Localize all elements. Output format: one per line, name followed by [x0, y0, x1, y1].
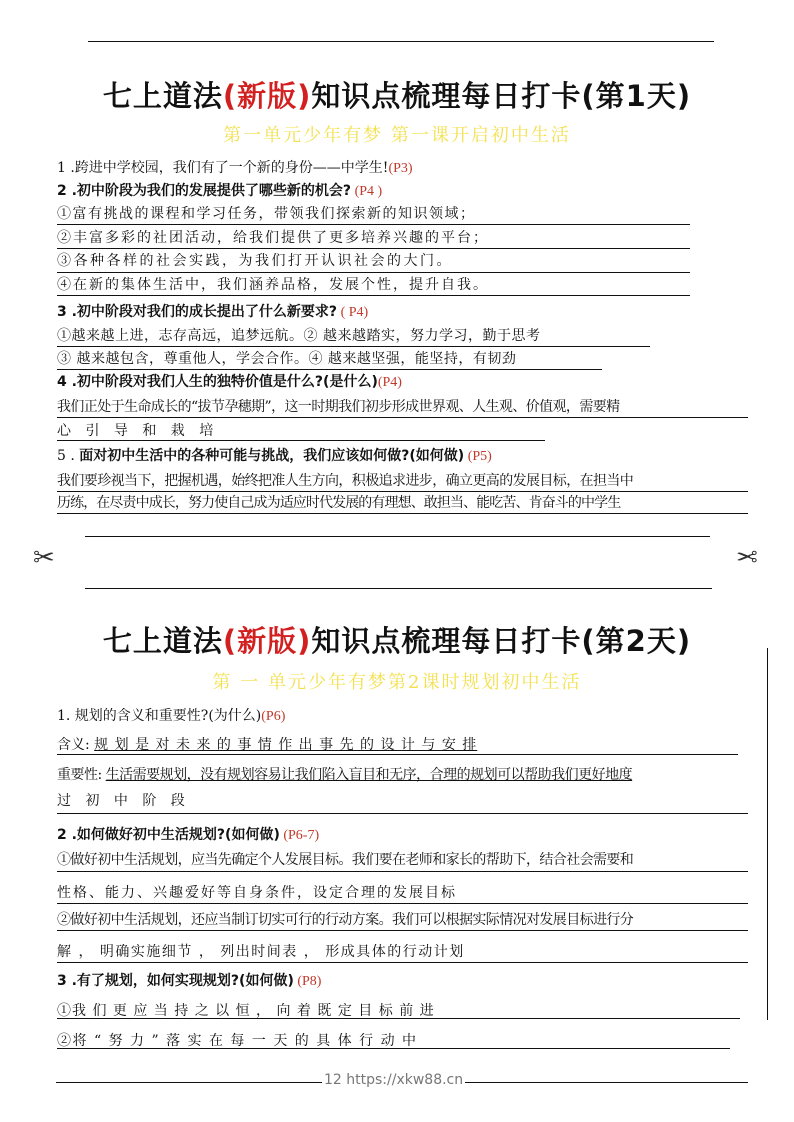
question-3 — [57, 972, 321, 991]
importance-text: 生活需要规划，没有规划容易让我们陷入盲目和无序，合理的规划可以帮助我们更好地度 — [105, 767, 633, 783]
underline — [57, 962, 748, 963]
subtitle-day1: 第一单元少年有梦 第一课开启初中生活 — [223, 125, 571, 146]
answer-line: ③ 越来越包含，尊重他人，学会合作。④ 越来越坚强，能坚持，有韧劲 — [57, 351, 517, 367]
underline — [57, 871, 748, 872]
question-1 — [57, 707, 285, 726]
underline — [57, 248, 690, 249]
answer-line: 性格、能力、兴趣爱好等自身条件，设定合理的发展目标 — [57, 885, 457, 901]
right-border — [767, 648, 768, 1020]
page-title-day2 — [0, 619, 794, 660]
question-text: 1. 规划的含义和重要性?(为什么) — [57, 708, 262, 724]
underline — [57, 417, 748, 418]
scissors-right-icon: ✂ — [736, 543, 758, 573]
subtitle-day2: 第 一 单元少年有梦第2课时规划初中生活 — [212, 672, 582, 693]
meaning-line — [57, 736, 477, 754]
question-2 — [57, 182, 382, 201]
importance-label: 重要性: — [57, 767, 106, 783]
question-number: 5 . — [57, 448, 80, 464]
page-ref: (P6) — [261, 709, 286, 724]
question-5 — [57, 447, 492, 466]
answer-line: ④在新的集体生活中，我们涵养品格，发展个性，提升自我。 — [57, 277, 489, 293]
answer-line: ②将 “ 努 力 ” 落 实 在 每 一 天 的 具 体 行 动 中 — [57, 1033, 418, 1049]
underline — [57, 930, 748, 931]
underline — [57, 1048, 730, 1049]
title-suffix: 知识点梳理每日打卡(第1天) — [311, 79, 692, 113]
answer-line: 历练，在尽责中成长，努力使自己成为适应时代发展的有理想、敢担当、能吃苦、肯奋斗的中学生 — [57, 495, 621, 511]
question-text: 面对初中生活中的各种可能与挑战，我们应该如何做?(如何做) — [79, 448, 465, 464]
underline — [57, 346, 650, 347]
answer-line: ②丰富多彩的社团活动，给我们提供了更多培养兴趣的平台； — [57, 230, 489, 246]
answer-line: 我们要珍视当下，把握机遇，始终把准人生方向，积极追求进步，确立更高的发展目标，在担当中 — [57, 473, 634, 489]
answer-line: ①做好初中生活规划，应当先确定个人发展目标。我们要在老师和家长的帮助下，结合社会需要和 — [57, 852, 634, 868]
title-prefix: 七上道法 — [102, 79, 223, 113]
scissors-left-icon: ✂ — [33, 543, 55, 573]
page-ref: (P5) — [464, 449, 492, 464]
underline — [57, 1018, 740, 1019]
top-rule — [88, 41, 714, 42]
cut-line-bottom — [85, 588, 712, 589]
underline — [57, 491, 748, 492]
question-4 — [57, 373, 402, 392]
footer-text: 12 https://xkw88.cn — [324, 1072, 464, 1088]
question-3 — [57, 303, 368, 322]
cut-line-top — [85, 536, 710, 537]
question-1 — [57, 159, 413, 178]
page-ref: (P4) — [377, 375, 402, 390]
meaning-label: 含义: — [57, 737, 95, 753]
question-text: 2 .初中阶段为我们的发展提供了哪些新的机会? — [57, 183, 352, 199]
underline — [57, 440, 545, 441]
meaning-text: 规 划 是 对 未 来 的 事 情 作 出 事 先 的 设 计 与 安 排 — [94, 737, 478, 753]
underline — [57, 272, 690, 273]
page-ref: (P6-7) — [279, 828, 320, 843]
answer-line: 解 ， 明确实施细节 ， 列出时间表 ， 形成具体的行动计划 — [57, 944, 465, 960]
answer-line: ②做好初中生活规划，还应当制订切实可行的行动方案。我们可以根据实际情况对发展目标进行分 — [57, 912, 634, 928]
answer-line: 我们正处于生命成长的“拔节孕穗期”，这一时期我们初步形成世界观、人生观、价值观，需要精 — [57, 399, 620, 415]
underline — [57, 295, 690, 296]
question-text: 3 .有了规划，如何实现规划?(如何做) — [57, 973, 294, 989]
importance-line — [57, 766, 632, 784]
answer-line: ①我 们 更 应 当 持 之 以 恒 ， 向 着 既 定 目 标 前 进 — [57, 1003, 435, 1019]
answer-line: ③各种各样的社会实践，为我们打开认识社会的大门。 — [57, 253, 453, 269]
answer-line: ①越来越上进，志存高远，追梦远航。② 越来越踏实，努力学习，勤于思考 — [57, 328, 541, 344]
question-text: 1 .跨进中学校园，我们有了一个新的身份——中学生! — [57, 160, 389, 176]
answer-line: ①富有挑战的课程和学习任务，带领我们探索新的知识领域； — [57, 206, 476, 222]
answer-line: 心 引 导 和 栽 培 — [57, 423, 219, 439]
underline — [57, 224, 690, 225]
importance-continued: 过 初 中 阶 段 — [57, 793, 190, 809]
question-text: 4 .初中阶段对我们人生的独特价值是什么?(是什么) — [57, 374, 378, 390]
page-ref: ( P4) — [337, 305, 369, 320]
title-suffix: 知识点梳理每日打卡(第2天) — [311, 624, 692, 658]
page-title-day1 — [0, 74, 794, 115]
question-text: 2 .如何做好初中生活规划?(如何做) — [57, 827, 280, 843]
page-ref: (P3) — [388, 161, 413, 176]
question-text: 3 .初中阶段对我们的成长提出了什么新要求? — [57, 304, 338, 320]
underline — [57, 754, 738, 755]
title-new-edition: (新版) — [222, 624, 312, 658]
page-ref: (P4 ) — [351, 184, 383, 199]
underline — [57, 903, 748, 904]
title-prefix: 七上道法 — [102, 624, 223, 658]
underline — [57, 813, 748, 814]
underline — [57, 513, 748, 514]
underline — [57, 369, 602, 370]
title-new-edition: (新版) — [222, 79, 312, 113]
page-ref: (P8) — [293, 974, 322, 989]
question-2 — [57, 826, 319, 845]
